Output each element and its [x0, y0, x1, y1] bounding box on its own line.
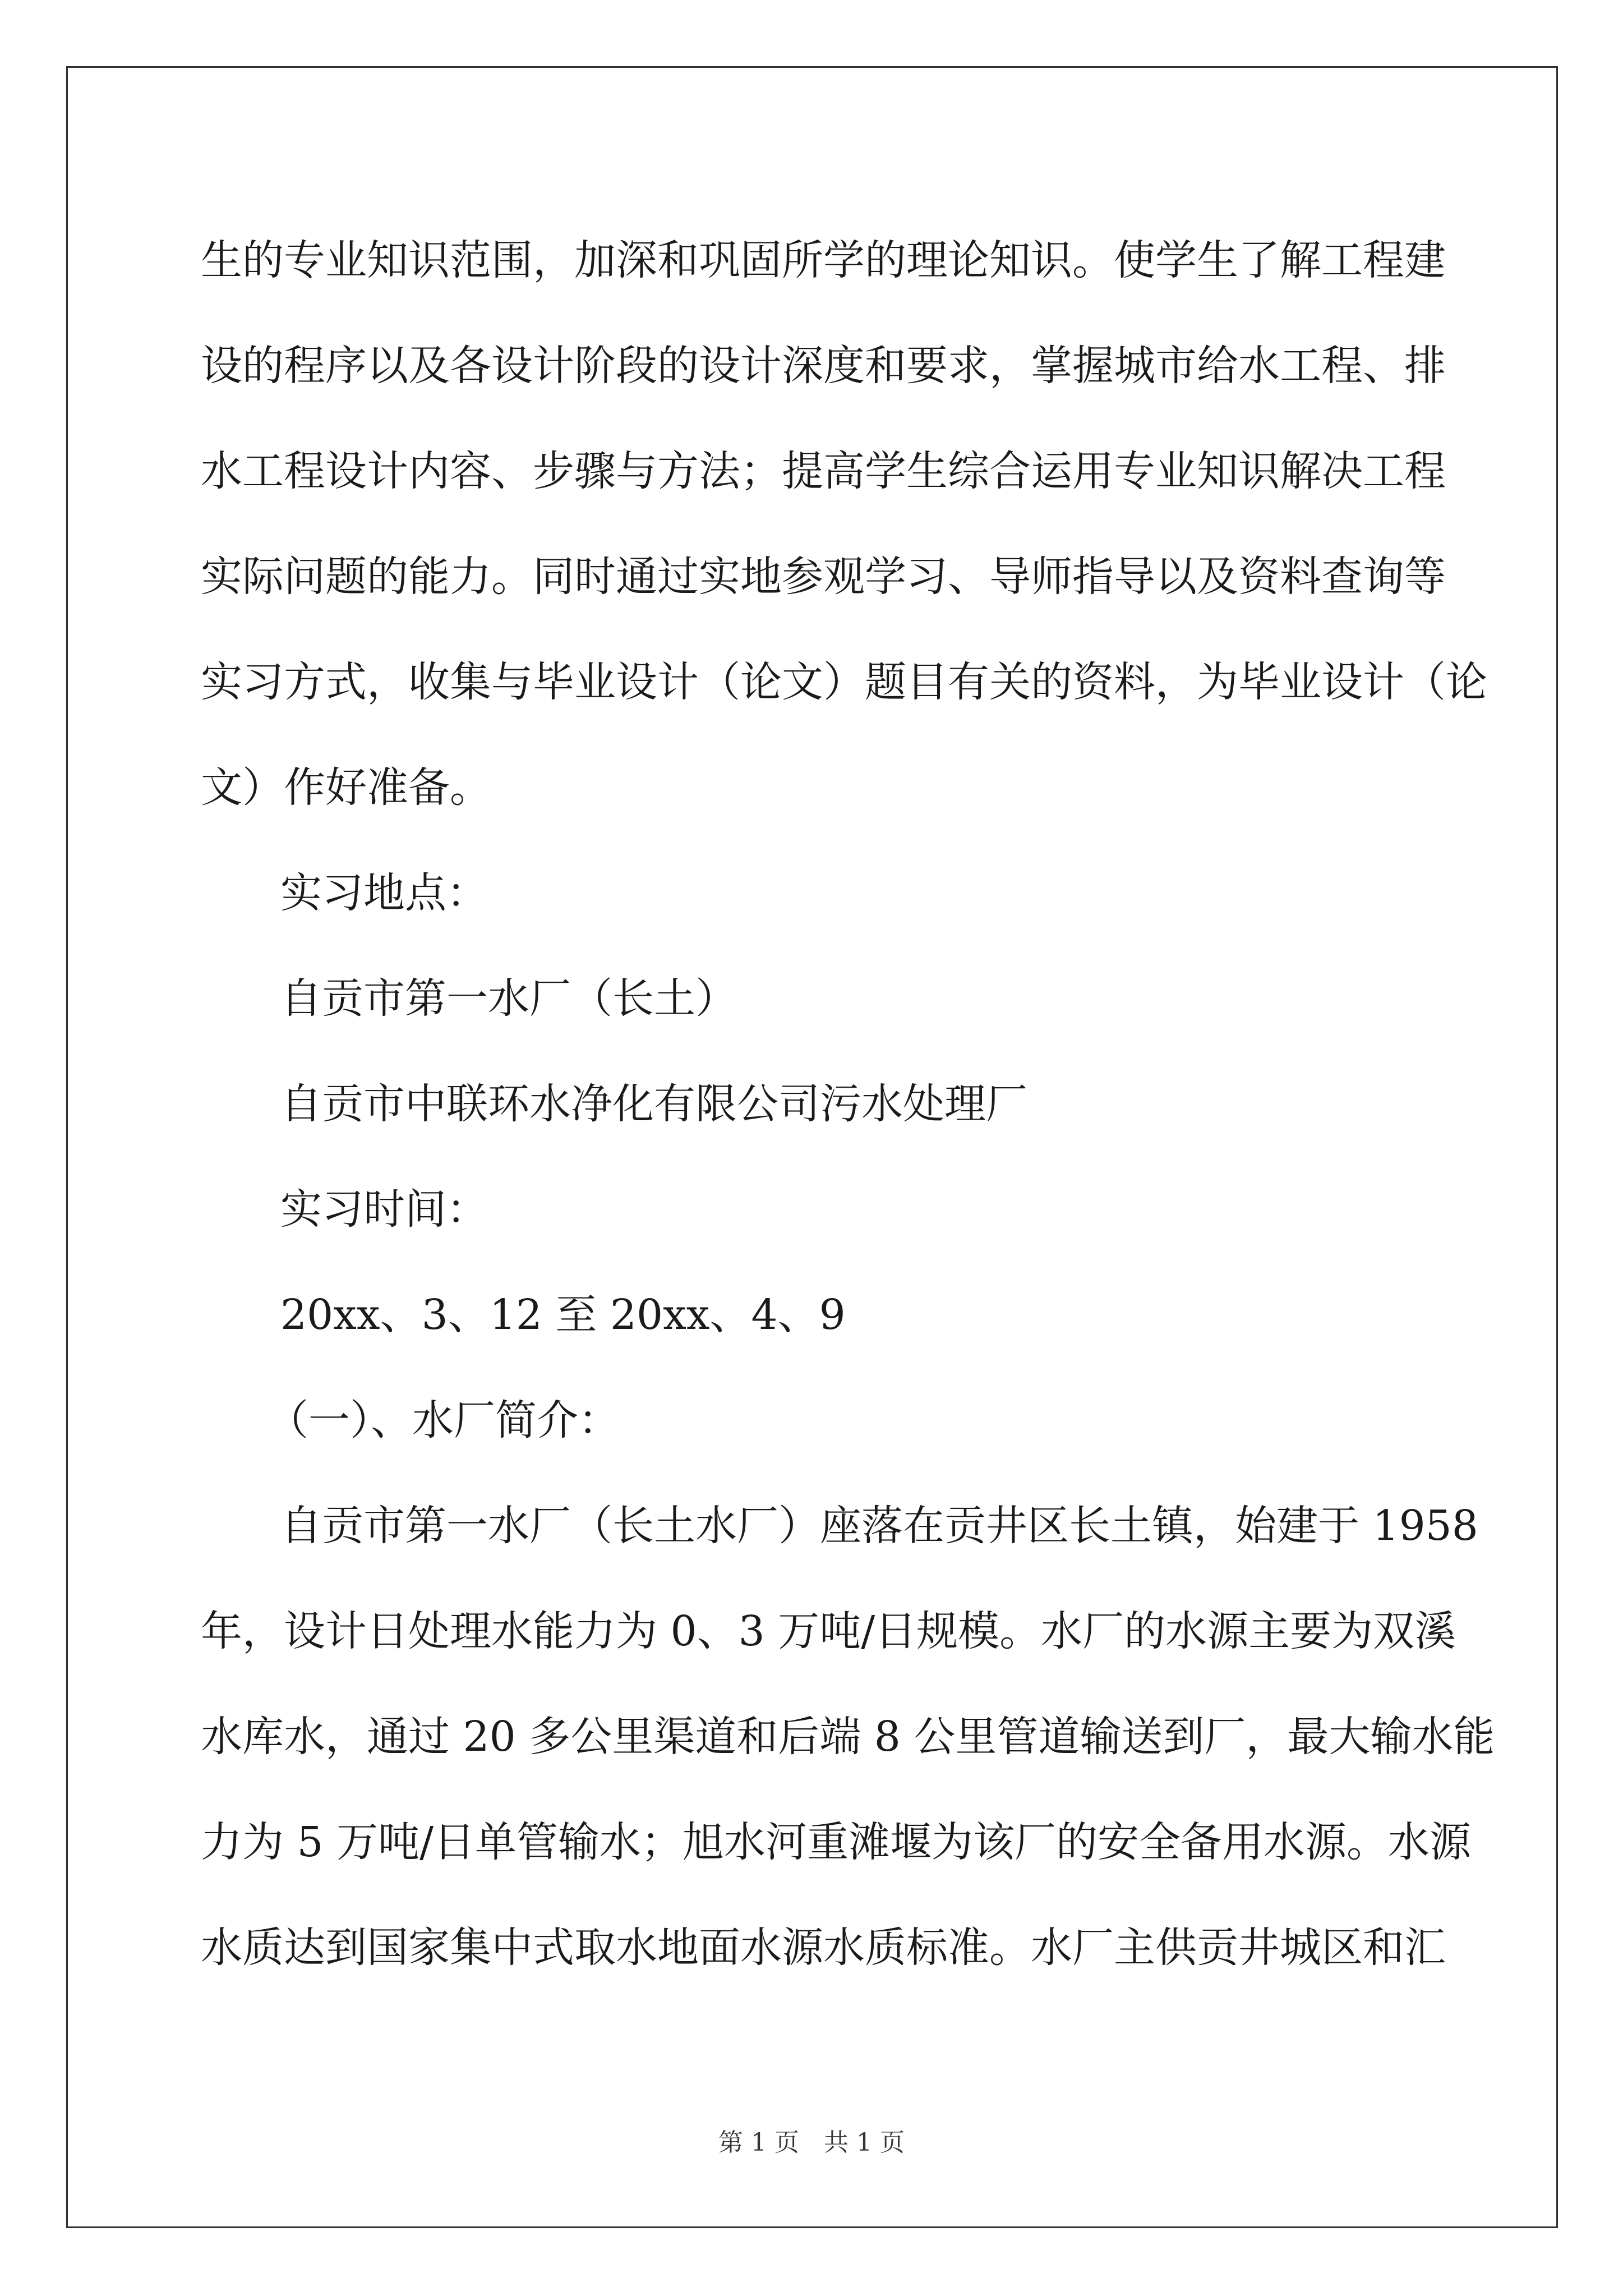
paragraph-line: 自贡市第一水厂（长土水厂）座落在贡井区长土镇，始建于 1958 — [280, 1502, 1478, 1550]
paragraph-line: 水库水，通过 20 多公里渠道和后端 8 公里管道输送到厂，最大输水能 — [201, 1713, 1495, 1761]
document-body — [201, 208, 1495, 2000]
paragraph-line: 水工程设计内容、步骤与方法；提高学生综合运用专业知识解决工程 — [201, 447, 1446, 495]
paragraph-line: 实习方式，收集与毕业设计（论文）题目有关的资料，为毕业设计（论 — [201, 658, 1487, 706]
section-heading: （一）、水厂简介： — [267, 1396, 620, 1444]
paragraph-line: 力为 5 万吨/日单管输水；旭水河重滩堰为该厂的安全备用水源。水源 — [201, 1818, 1472, 1866]
location-label: 实习地点： — [280, 869, 488, 917]
paragraph-line: 文）作好准备。 — [201, 763, 491, 812]
paragraph-line: 水质达到国家集中式取水地面水源水质标准。水厂主供贡井城区和汇 — [201, 1924, 1446, 1972]
paragraph-line: 实际问题的能力。同时通过实地参观学习、导师指导以及资料查询等 — [201, 553, 1446, 601]
location-item: 自贡市第一水厂（长土） — [280, 974, 737, 1023]
time-label: 实习时间： — [280, 1185, 488, 1234]
paragraph-line: 年，设计日处理水能力为 0、3 万吨/日规模。水厂的水源主要为双溪 — [201, 1607, 1456, 1655]
paragraph-line: 生的专业知识范围，加深和巩固所学的理论知识。使学生了解工程建 — [201, 236, 1446, 284]
time-value: 20xx、3、12 至 20xx、4、9 — [280, 1291, 846, 1339]
paragraph-line: 设的程序以及各设计阶段的设计深度和要求，掌握城市给水工程、排 — [201, 342, 1446, 390]
page-footer: 第 1 页 共 1 页 — [718, 2128, 905, 2157]
location-item: 自贡市中联环水净化有限公司污水处理厂 — [280, 1080, 1027, 1128]
